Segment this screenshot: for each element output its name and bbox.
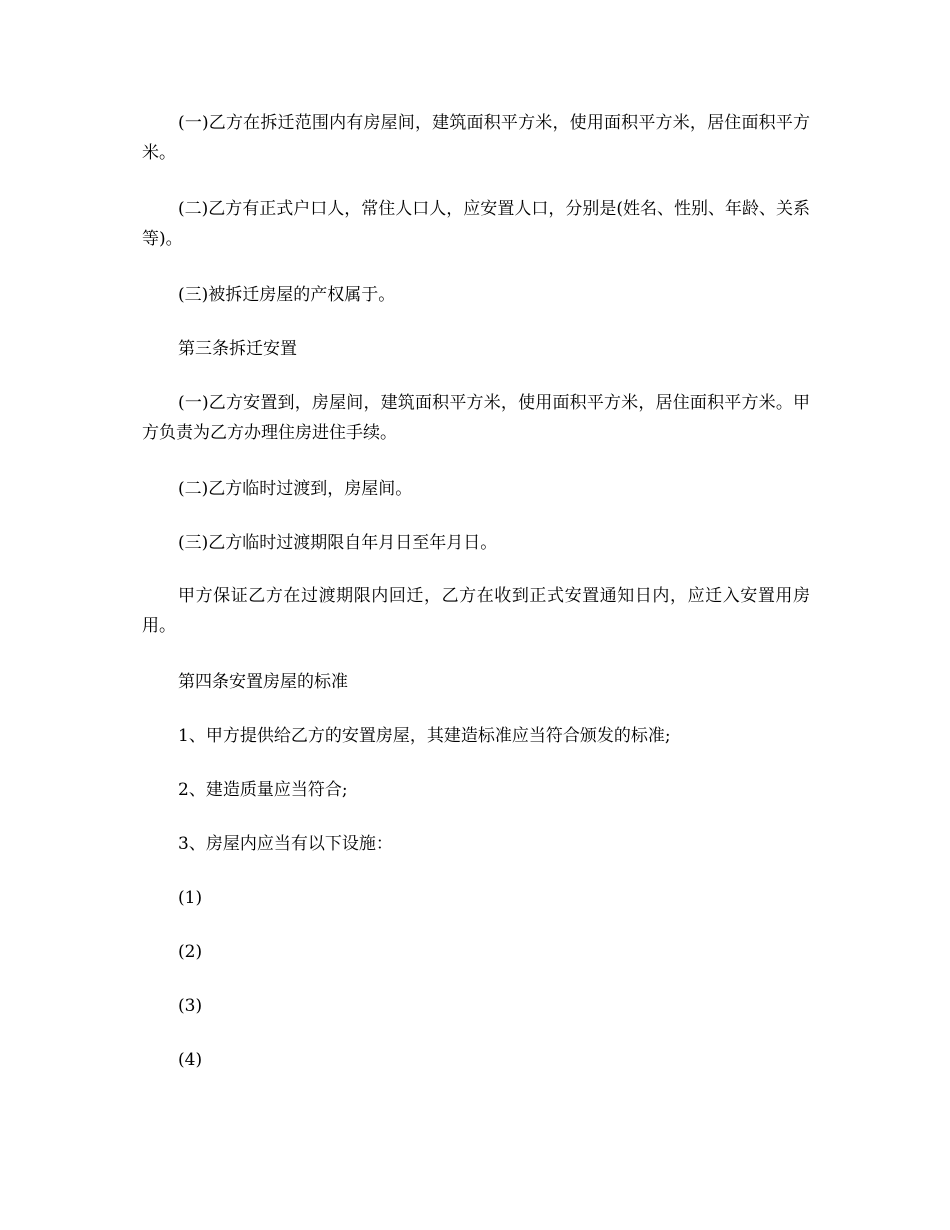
paragraph-2-household: (二)乙方有正式户口人，常住人口人，应安置人口，分别是(姓名、性别、年龄、关系等)。	[142, 199, 810, 249]
list-item-1: 1、甲方提供给乙方的安置房屋，其建造标准应当符合颁发的标准;	[178, 726, 671, 746]
paragraph-3-ownership: (三)被拆迁房屋的产权属于。	[178, 285, 396, 305]
paragraph-5-transition: (二)乙方临时过渡到，房屋间。	[178, 479, 413, 499]
sub-item-4: (4)	[178, 1050, 203, 1070]
paragraph-7-guarantee: 甲方保证乙方在过渡期限内回迁，乙方在收到正式安置通知日内，应迁入安置用房用。	[142, 586, 810, 636]
paragraph-6-transition-period: (三)乙方临时过渡期限自年月日至年月日。	[178, 533, 498, 553]
list-item-3: 3、房屋内应当有以下设施：	[178, 834, 393, 854]
sub-item-3: (3)	[178, 996, 203, 1016]
heading-article-4: 第四条安置房屋的标准	[178, 672, 348, 692]
heading-article-3: 第三条拆迁安置	[178, 339, 297, 359]
list-item-2: 2、建造质量应当符合;	[178, 780, 348, 800]
sub-item-1: (1)	[178, 888, 203, 908]
paragraph-1-property-area: (一)乙方在拆迁范围内有房屋间，建筑面积平方米，使用面积平方米，居住面积平方米。	[142, 113, 810, 163]
sub-item-2: (2)	[178, 942, 203, 962]
paragraph-4-relocation: (一)乙方安置到，房屋间，建筑面积平方米，使用面积平方米，居住面积平方米。甲方负责为乙方办理住房进住手续。	[142, 393, 810, 443]
